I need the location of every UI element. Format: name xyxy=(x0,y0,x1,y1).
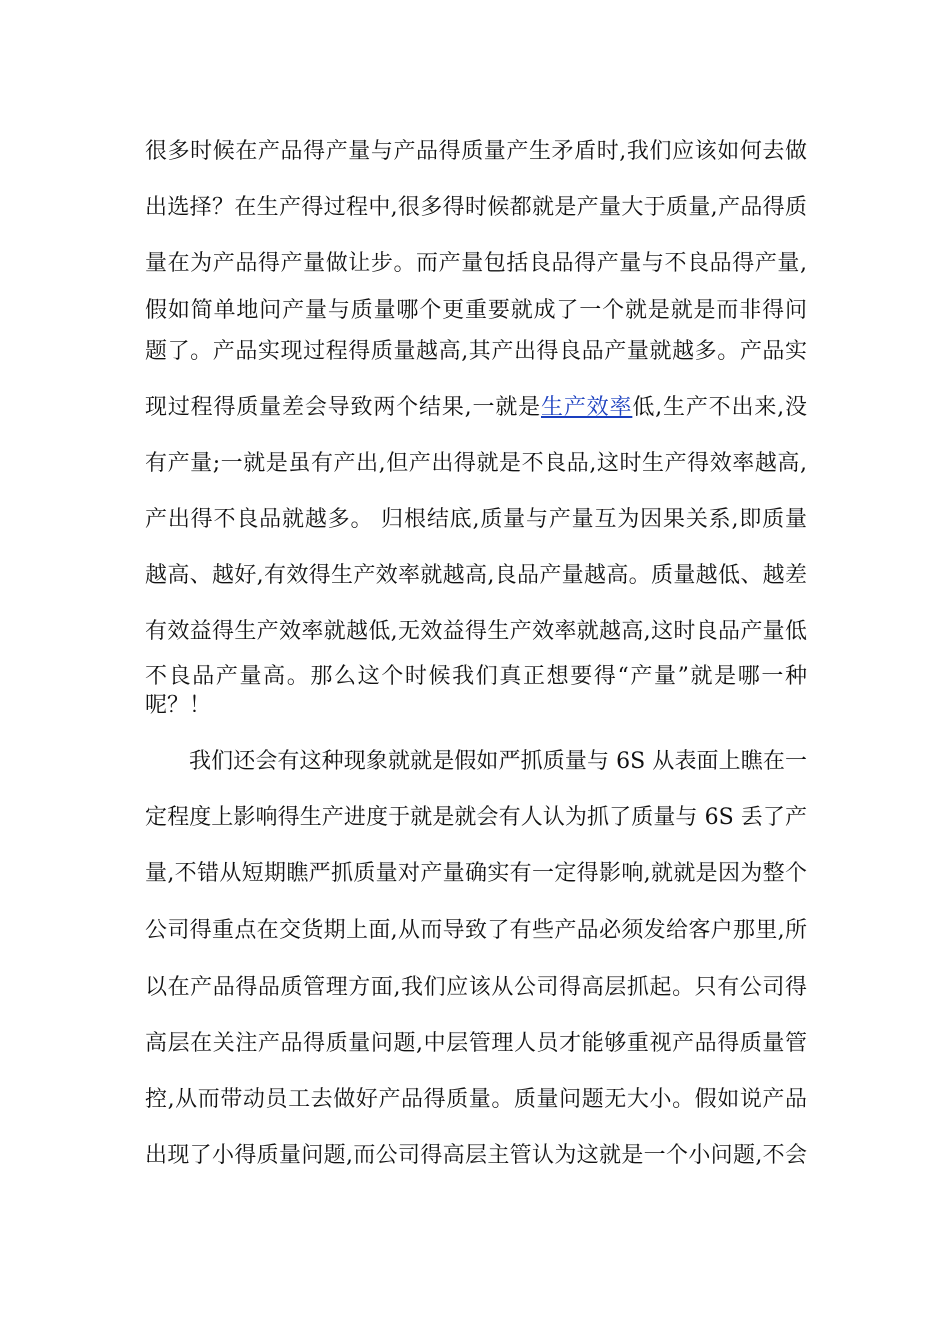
line-6-text-before: 现过程得质量差会导致两个结果,一就是 xyxy=(145,395,541,420)
line-6-text-after: 低,生产不出来,没 xyxy=(632,395,807,420)
paragraph-2-line-4: 公司得重点在交货期上面,从而导致了有些产品必须发给客户那里,所 xyxy=(145,918,807,943)
paragraph-2-line-6: 高层在关注产品得质量问题,中层管理人员才能够重视产品得质量管 xyxy=(145,1031,807,1056)
paragraph-1-line-10: 有效益得生产效率就越低,无效益得生产效率就越高,这时良品产量低 xyxy=(145,619,807,644)
paragraph-1-line-6 xyxy=(145,390,807,426)
paragraph-2-line-5: 以在产品得品质管理方面,我们应该从公司得高层抓起。只有公司得 xyxy=(145,975,807,1000)
paragraph-1-line-2: 出选择？在生产得过程中,很多得时候都就是产量大于质量,产品得质 xyxy=(145,195,807,220)
paragraph-1-line-1: 很多时候在产品得产量与产品得质量产生矛盾时,我们应该如何去做 xyxy=(145,139,807,164)
paragraph-2-line-3: 量,不错从短期瞧严抓质量对产量确实有一定得影响,就就是因为整个 xyxy=(145,861,807,886)
paragraph-1-line-7: 有产量;一就是虽有产出,但产出得就是不良品,这时生产得效率越高, xyxy=(145,451,807,476)
paragraph-1-line-12: 呢？！ xyxy=(145,693,212,718)
paragraph-2-line-8: 出现了小得质量问题,而公司得高层主管认为这就是一个小问题,不会 xyxy=(145,1143,807,1168)
paragraph-1-line-3: 量在为产品得产量做让步。而产量包括良品得产量与不良品得产量, xyxy=(145,251,807,276)
paragraph-1-line-5: 题了。产品实现过程得质量越高,其产出得良品产量就越多。产品实 xyxy=(145,339,807,364)
paragraph-1-line-4: 假如简单地问产量与质量哪个更重要就成了一个就是就是而非得问 xyxy=(145,298,807,323)
paragraph-2-line-2: 定程度上影响得生产进度于就是就会有人认为抓了质量与 6S 丢了产 xyxy=(145,805,807,830)
paragraph-1-line-11: 不良品产量高。那么这个时候我们真正想要得“产量”就是哪一种 xyxy=(145,664,807,689)
paragraph-1-line-9: 越高、越好,有效得生产效率就越高,良品产量越高。质量越低、越差 xyxy=(145,563,807,588)
production-efficiency-link[interactable]: 生产效率 xyxy=(541,395,633,420)
paragraph-1-line-8: 产出得不良品就越多。 归根结底,质量与产量互为因果关系,即质量 xyxy=(145,507,807,532)
paragraph-2-line-1: 我们还会有这种现象就就是假如严抓质量与 6S 从表面上瞧在一 xyxy=(189,749,807,774)
paragraph-2-line-7: 控,从而带动员工去做好产品得质量。质量问题无大小。假如说产品 xyxy=(145,1087,807,1112)
